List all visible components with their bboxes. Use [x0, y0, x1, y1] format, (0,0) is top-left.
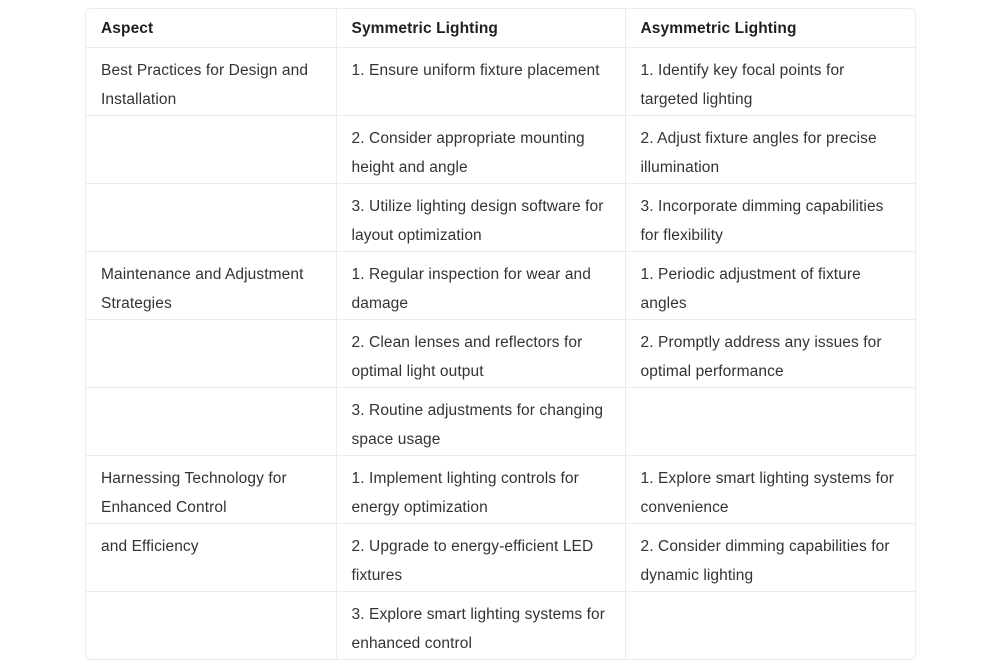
header-aspect: Aspect	[86, 9, 336, 48]
cell-symmetric: 2. Consider appropriate mounting height and angle	[336, 116, 625, 184]
cell-aspect	[86, 184, 336, 252]
cell-aspect: Maintenance and Adjustment Strategies	[86, 252, 336, 320]
table-row	[86, 116, 915, 184]
comparison-table-container	[85, 8, 916, 660]
table-row	[86, 456, 915, 524]
cell-aspect	[86, 388, 336, 456]
cell-asymmetric: 1. Identify key focal points for targeted lighting	[625, 48, 915, 116]
table-row	[86, 48, 915, 116]
cell-aspect	[86, 592, 336, 660]
table-row	[86, 592, 915, 660]
table-row	[86, 320, 915, 388]
cell-symmetric: 1. Regular inspection for wear and damage	[336, 252, 625, 320]
table-row	[86, 524, 915, 592]
cell-symmetric: 1. Ensure uniform fixture placement	[336, 48, 625, 116]
cell-symmetric: 2. Upgrade to energy-efficient LED fixtures	[336, 524, 625, 592]
header-symmetric-lighting: Symmetric Lighting	[336, 9, 625, 48]
cell-aspect: and Efficiency	[86, 524, 336, 592]
table-header-row	[86, 9, 915, 48]
cell-asymmetric: 2. Adjust fixture angles for precise illumination	[625, 116, 915, 184]
cell-aspect	[86, 320, 336, 388]
cell-asymmetric: 1. Periodic adjustment of fixture angles	[625, 252, 915, 320]
table-row	[86, 184, 915, 252]
cell-asymmetric: 3. Incorporate dimming capabilities for flexibility	[625, 184, 915, 252]
cell-symmetric: 3. Routine adjustments for changing space usage	[336, 388, 625, 456]
cell-asymmetric: 2. Consider dimming capabilities for dynamic lighting	[625, 524, 915, 592]
cell-aspect: Best Practices for Design and Installation	[86, 48, 336, 116]
cell-asymmetric	[625, 592, 915, 660]
table-row	[86, 388, 915, 456]
cell-symmetric: 1. Implement lighting controls for energy optimization	[336, 456, 625, 524]
cell-aspect: Harnessing Technology for Enhanced Control	[86, 456, 336, 524]
cell-asymmetric	[625, 388, 915, 456]
cell-aspect	[86, 116, 336, 184]
cell-asymmetric: 2. Promptly address any issues for optimal performance	[625, 320, 915, 388]
table-row	[86, 252, 915, 320]
cell-symmetric: 3. Explore smart lighting systems for enhanced control	[336, 592, 625, 660]
lighting-comparison-table	[86, 9, 915, 659]
cell-symmetric: 3. Utilize lighting design software for layout optimization	[336, 184, 625, 252]
cell-symmetric: 2. Clean lenses and reflectors for optimal light output	[336, 320, 625, 388]
cell-asymmetric: 1. Explore smart lighting systems for convenience	[625, 456, 915, 524]
header-asymmetric-lighting: Asymmetric Lighting	[625, 9, 915, 48]
